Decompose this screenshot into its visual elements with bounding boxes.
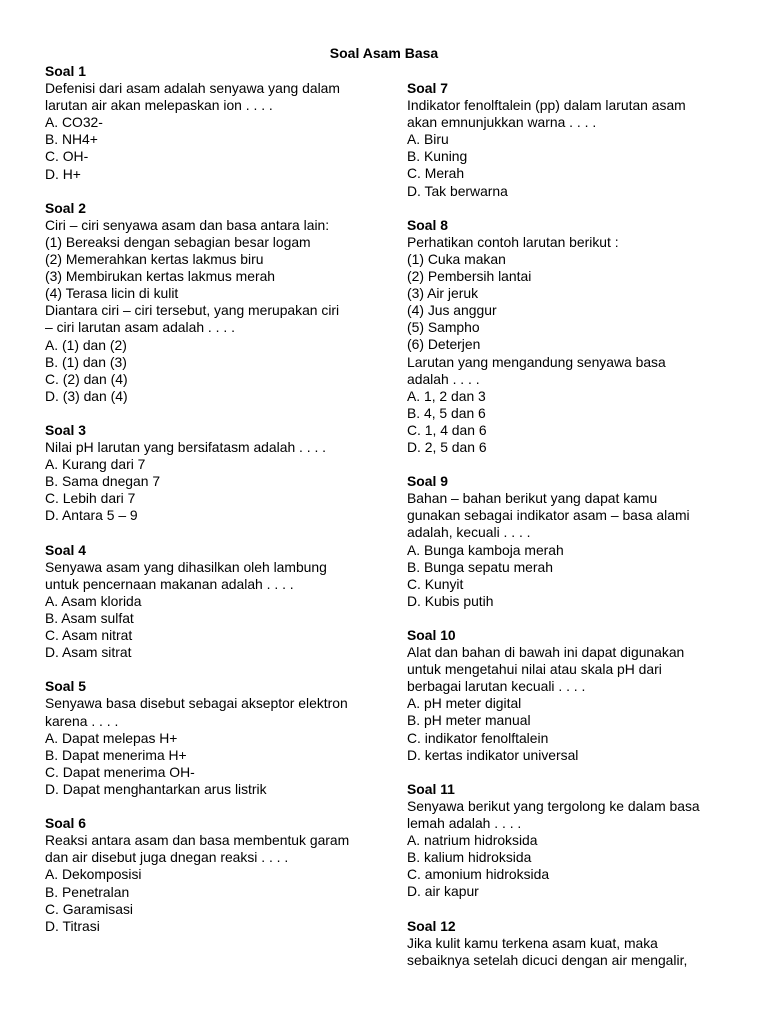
answer-option-d: D. (3) dan (4) <box>45 387 128 404</box>
question-line: dan air disebut juga dnegan reaksi . . . . <box>45 849 289 866</box>
question-line: – ciri larutan asam adalah . . . . <box>45 319 235 336</box>
answer-option-d: D. Tak berwarna <box>407 182 508 199</box>
answer-option-c: C. Dapat menerima OH- <box>45 763 195 780</box>
question-title: Soal 5 <box>45 678 86 695</box>
question-6 <box>45 815 380 935</box>
question-4 <box>45 542 380 662</box>
question-line: (4) Terasa licin di kulit <box>45 285 179 302</box>
answer-option-d: D. Antara 5 – 9 <box>45 507 138 524</box>
right-column <box>407 80 742 986</box>
answer-option-b: B. kalium hidroksida <box>407 849 532 866</box>
question-line: Jika kulit kamu terkena asam kuat, maka <box>407 934 658 951</box>
question-line: lemah adalah . . . . <box>407 815 522 832</box>
question-title: Soal 11 <box>407 780 455 797</box>
question-9 <box>407 473 742 610</box>
question-title: Soal 1 <box>45 63 86 79</box>
question-title: Soal 9 <box>407 473 448 490</box>
question-line: Bahan – bahan berikut yang dapat kamu <box>407 490 658 507</box>
answer-option-d: D. 2, 5 dan 6 <box>407 438 487 455</box>
question-11 <box>407 781 742 901</box>
answer-option-c: C. (2) dan (4) <box>45 370 128 387</box>
question-7 <box>407 80 742 200</box>
question-line: Indikator fenolftalein (pp) dalam larutan asam <box>407 97 686 114</box>
answer-option-b: B. 4, 5 dan 6 <box>407 404 486 421</box>
answer-option-c: C. Asam nitrat <box>45 627 133 644</box>
question-line: sebaiknya setelah dicuci dengan air mengalir, <box>407 951 688 968</box>
question-line: (6) Deterjen <box>407 336 481 353</box>
question-line: (3) Air jeruk <box>407 285 479 302</box>
question-line: (2) Pembersih lantai <box>407 268 532 285</box>
answer-option-c: C. Garamisasi <box>45 900 133 917</box>
question-line: Diantara ciri – ciri tersebut, yang merupakan ciri <box>45 302 340 319</box>
answer-option-a: A. Biru <box>407 131 449 148</box>
answer-option-b: B. Asam sulfat <box>45 610 134 626</box>
question-8 <box>407 217 742 456</box>
question-line: untuk pencernaan makanan adalah . . . . <box>45 575 294 592</box>
question-title: Soal 4 <box>45 541 86 558</box>
answer-option-c: C. OH- <box>45 148 89 165</box>
answer-option-d: D. Dapat menghantarkan arus listrik <box>45 780 267 797</box>
answer-option-d: D. kertas indikator universal <box>407 746 579 763</box>
question-line: larutan air akan melepaskan ion . . . . <box>45 97 273 114</box>
answer-option-a: A. CO32- <box>45 114 103 131</box>
answer-option-b: B. Penetralan <box>45 883 130 900</box>
answer-option-b: B. Sama dnegan 7 <box>45 473 161 490</box>
question-line: karena . . . . <box>45 712 119 729</box>
answer-option-c: C. Kunyit <box>407 575 464 592</box>
answer-option-a: A. Dapat melepas H+ <box>45 729 178 746</box>
answer-option-d: D. air kapur <box>407 883 479 900</box>
question-3 <box>45 422 380 525</box>
answer-option-a: A. pH meter digital <box>407 695 522 712</box>
answer-option-a: A. Kurang dari 7 <box>45 456 146 473</box>
answer-option-b: B. pH meter manual <box>407 712 531 729</box>
question-line: (1) Bereaksi dengan sebagian besar logam <box>45 233 311 250</box>
left-column <box>45 63 380 952</box>
question-line: (5) Sampho <box>407 319 480 336</box>
question-line: (1) Cuka makan <box>407 250 506 267</box>
question-line: Reaksi antara asam dan basa membentuk garam <box>45 832 350 849</box>
question-line: Senyawa basa disebut sebagai akseptor elektron <box>45 695 348 712</box>
question-title: Soal 7 <box>407 80 448 96</box>
question-2 <box>45 200 380 405</box>
question-line: adalah, kecuali . . . . <box>407 524 531 541</box>
question-line: Alat dan bahan di bawah ini dapat digunakan <box>407 644 685 661</box>
answer-option-d: D. Kubis putih <box>407 592 494 609</box>
question-line: (2) Memerahkan kertas lakmus biru <box>45 251 264 268</box>
answer-option-c: C. amonium hidroksida <box>407 866 550 883</box>
answer-option-c: C. Merah <box>407 165 465 182</box>
answer-option-d: D. Asam sitrat <box>45 644 132 661</box>
answer-option-c: C. 1, 4 dan 6 <box>407 421 487 438</box>
question-10 <box>407 627 742 764</box>
question-title: Soal 3 <box>45 421 86 438</box>
question-line: Senyawa berikut yang tergolong ke dalam basa <box>407 797 700 814</box>
answer-option-c: C. indikator fenolftalein <box>407 729 549 746</box>
question-title: Soal 2 <box>45 199 86 216</box>
question-line: adalah . . . . <box>407 370 480 387</box>
question-line: gunakan sebagai indikator asam – basa alami <box>407 507 690 524</box>
answer-option-a: A. Dekomposisi <box>45 866 142 883</box>
question-line: Larutan yang mengandung senyawa basa <box>407 353 666 370</box>
question-line: Ciri – ciri senyawa asam dan basa antara lain: <box>45 216 330 233</box>
answer-option-d: D. Titrasi <box>45 917 100 934</box>
document-title: Soal Asam Basa <box>329 45 439 61</box>
question-line: Senyawa asam yang dihasilkan oleh lambung <box>45 558 327 575</box>
answer-option-b: B. Bunga sepatu merah <box>407 558 553 575</box>
question-line: untuk mengetahui nilai atau skala pH dari <box>407 661 662 678</box>
answer-option-a: A. Bunga kamboja merah <box>407 541 564 558</box>
answer-option-b: B. NH4+ <box>45 131 98 148</box>
question-5 <box>45 678 380 798</box>
answer-option-d: D. H+ <box>45 165 81 182</box>
answer-option-a: A. natrium hidroksida <box>407 832 538 849</box>
question-line: Perhatikan contoh larutan berikut : <box>407 233 619 250</box>
answer-option-a: A. (1) dan (2) <box>45 336 127 353</box>
question-line: Nilai pH larutan yang bersifatasm adalah . . . . <box>45 439 327 456</box>
question-line: akan emnunjukkan warna . . . . <box>407 114 597 131</box>
question-line: berbagai larutan kecuali . . . . <box>407 678 586 695</box>
answer-option-a: A. Asam klorida <box>45 592 142 609</box>
question-title: Soal 6 <box>45 815 86 832</box>
question-title: Soal 10 <box>407 627 456 643</box>
question-line: (3) Membirukan kertas lakmus merah <box>45 268 276 285</box>
question-title: Soal 8 <box>407 216 448 233</box>
question-12 <box>407 918 742 969</box>
question-line: (4) Jus anggur <box>407 302 497 319</box>
answer-option-c: C. Lebih dari 7 <box>45 490 136 507</box>
answer-option-b: B. (1) dan (3) <box>45 353 127 370</box>
question-line: Defenisi dari asam adalah senyawa yang dalam <box>45 80 340 97</box>
answer-option-a: A. 1, 2 dan 3 <box>407 387 486 404</box>
question-title: Soal 12 <box>407 917 456 934</box>
answer-option-b: B. Kuning <box>407 148 468 165</box>
question-1 <box>45 63 380 183</box>
answer-option-b: B. Dapat menerima H+ <box>45 746 187 763</box>
